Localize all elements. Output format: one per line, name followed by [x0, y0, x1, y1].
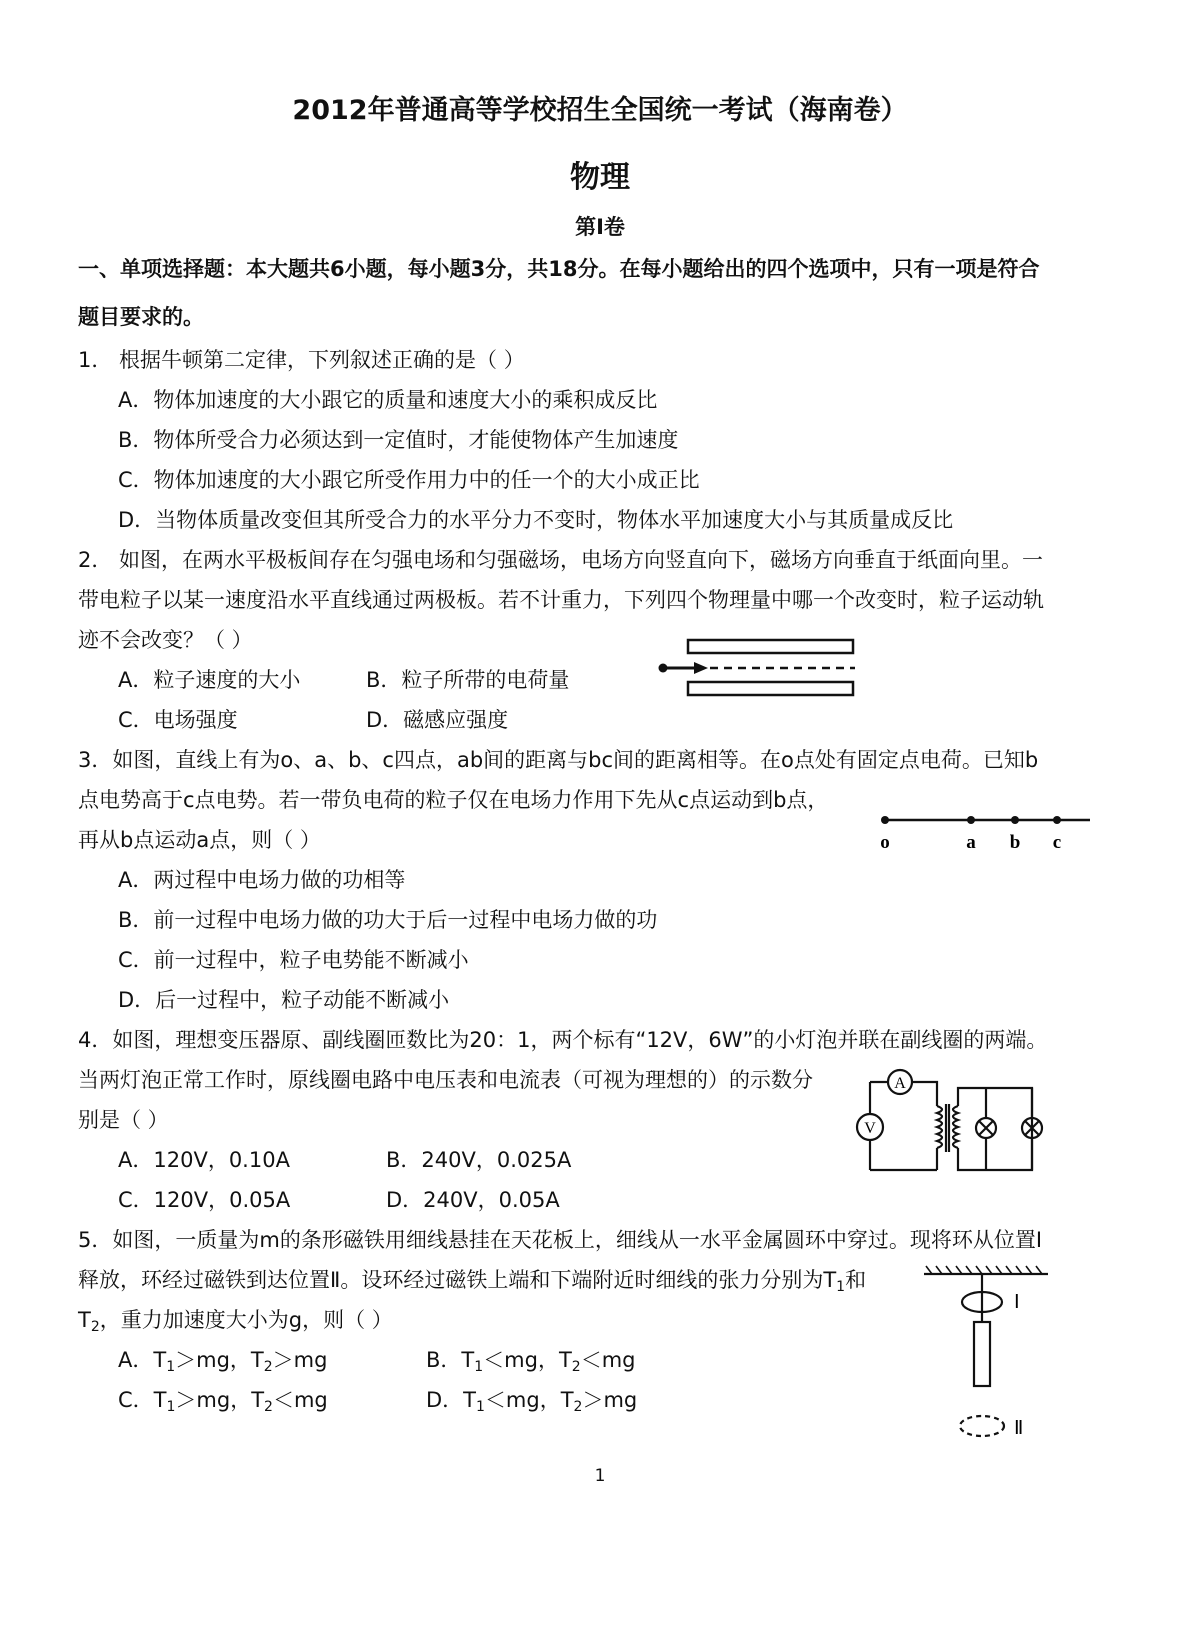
q4-stem-line3: 别是（ ） — [78, 1108, 169, 1132]
q2-option-a: A．粒子速度的大小 — [118, 668, 301, 692]
q2-stem-line3: 迹不会改变？（ ） — [78, 628, 253, 652]
q1-option-a: A．物体加速度的大小跟它的质量和速度大小的乘积成反比 — [118, 388, 658, 412]
q5-figure-magnet — [918, 1262, 1058, 1452]
q1-option-b: B．物体所受合力必须达到一定值时，才能使物体产生加速度 — [118, 428, 679, 452]
q1-stem: 1． 根据牛顿第二定律，下列叙述正确的是（ ） — [78, 348, 525, 372]
q3-stem-line2: 点电势高于c点电势。若一带负电荷的粒子仅在电场力作用下先从c点运动到b点， — [78, 788, 829, 812]
q2-option-d: D．磁感应强度 — [366, 708, 509, 732]
q5-stem-line1: 5．如图，一质量为m的条形磁铁用细线悬挂在天花板上，细线从一水平金属圆环中穿过。现将环从位置Ⅰ — [78, 1228, 1043, 1252]
exam-title: 2012年普通高等学校招生全国统一考试（海南卷） — [292, 95, 908, 126]
q2-stem-line1: 2． 如图，在两水平极板间存在匀强电场和匀强磁场，电场方向竖直向下，磁场方向垂直于纸面向里。一 — [78, 548, 1044, 572]
q3-option-c: C．前一过程中，粒子电势能不断减小 — [118, 948, 469, 972]
q4-figure-transformer — [852, 1068, 1042, 1180]
q4-option-d: D．240V，0.05A — [386, 1188, 560, 1212]
section-heading-line1: 一、单项选择题：本大题共6小题，每小题3分，共18分。在每小题给出的四个选项中，只有一项是符合 — [78, 257, 1040, 281]
q4-option-b: B．240V，0.025A — [386, 1148, 572, 1172]
page-number: 1 — [594, 1466, 606, 1486]
q4-voltmeter-label: V — [864, 1120, 876, 1137]
q2-stem-line2: 带电粒子以某一速度沿水平直线通过两极板。若不计重力，下列四个物理量中哪一个改变时，粒子运动轨 — [78, 588, 1044, 612]
q3-label-o: o — [880, 832, 890, 853]
q5-stem-line2: 释放，环经过磁铁到达位置Ⅱ。设环经过磁铁上端和下端附近时细线的张力分别为$T_1$和 — [78, 1268, 867, 1295]
q4-option-a: A．120V，0.10A — [118, 1148, 290, 1172]
q2-figure-plates — [650, 632, 860, 702]
q3-option-b: B．前一过程中电场力做的功大于后一过程中电场力做的功 — [118, 908, 658, 932]
q5-option-c: C．$T_1>mg$，$T_2<mg$ — [118, 1388, 328, 1415]
q4-option-c: C．120V，0.05A — [118, 1188, 291, 1212]
q5-position-label-2: Ⅱ — [1014, 1418, 1024, 1439]
q3-stem-line1: 3．如图，直线上有为o、a、b、c四点，ab间的距离与bc间的距离相等。在o点处有固定点电荷。已知b — [78, 748, 1039, 772]
q5-option-d: D．$T_1<mg$，$T_2>mg$ — [426, 1388, 638, 1415]
q5-option-a: A．$T_1>mg$，$T_2>mg$ — [118, 1348, 328, 1375]
q3-label-c: c — [1052, 832, 1062, 853]
subject-title: 物理 — [570, 160, 630, 195]
q3-label-a: a — [966, 832, 976, 853]
q5-stem-line3: $T_2$，重力加速度大小为g，则（ ） — [78, 1308, 393, 1335]
q1-option-d: D．当物体质量改变但其所受合力的水平分力不变时，物体水平加速度大小与其质量成反比 — [118, 508, 954, 532]
q4-stem-line1: 4．如图，理想变压器原、副线圈匝数比为20：1，两个标有“12V，6W”的小灯泡并联在副线圈的两端。 — [78, 1028, 1048, 1052]
q1-option-c: C．物体加速度的大小跟它所受作用力中的任一个的大小成正比 — [118, 468, 700, 492]
q2-option-b: B．粒子所带的电荷量 — [366, 668, 570, 692]
q2-option-c: C．电场强度 — [118, 708, 238, 732]
q4-stem-line2: 当两灯泡正常工作时，原线圈电路中电压表和电流表（可视为理想的）的示数分 — [78, 1068, 813, 1092]
q3-option-d: D．后一过程中，粒子动能不断减小 — [118, 988, 450, 1012]
q3-option-a: A．两过程中电场力做的功相等 — [118, 868, 406, 892]
q4-ammeter-label: A — [894, 1075, 906, 1092]
q5-option-b: B．$T_1<mg$，$T_2<mg$ — [426, 1348, 636, 1375]
q3-figure-line — [870, 808, 1100, 858]
section-heading-line2: 题目要求的。 — [78, 305, 204, 329]
q5-position-label-1: Ⅰ — [1014, 1292, 1020, 1313]
q3-label-b: b — [1009, 832, 1021, 853]
volume-label: 第I卷 — [575, 215, 625, 239]
q3-stem-line3: 再从b点运动a点，则（ ） — [78, 828, 321, 852]
